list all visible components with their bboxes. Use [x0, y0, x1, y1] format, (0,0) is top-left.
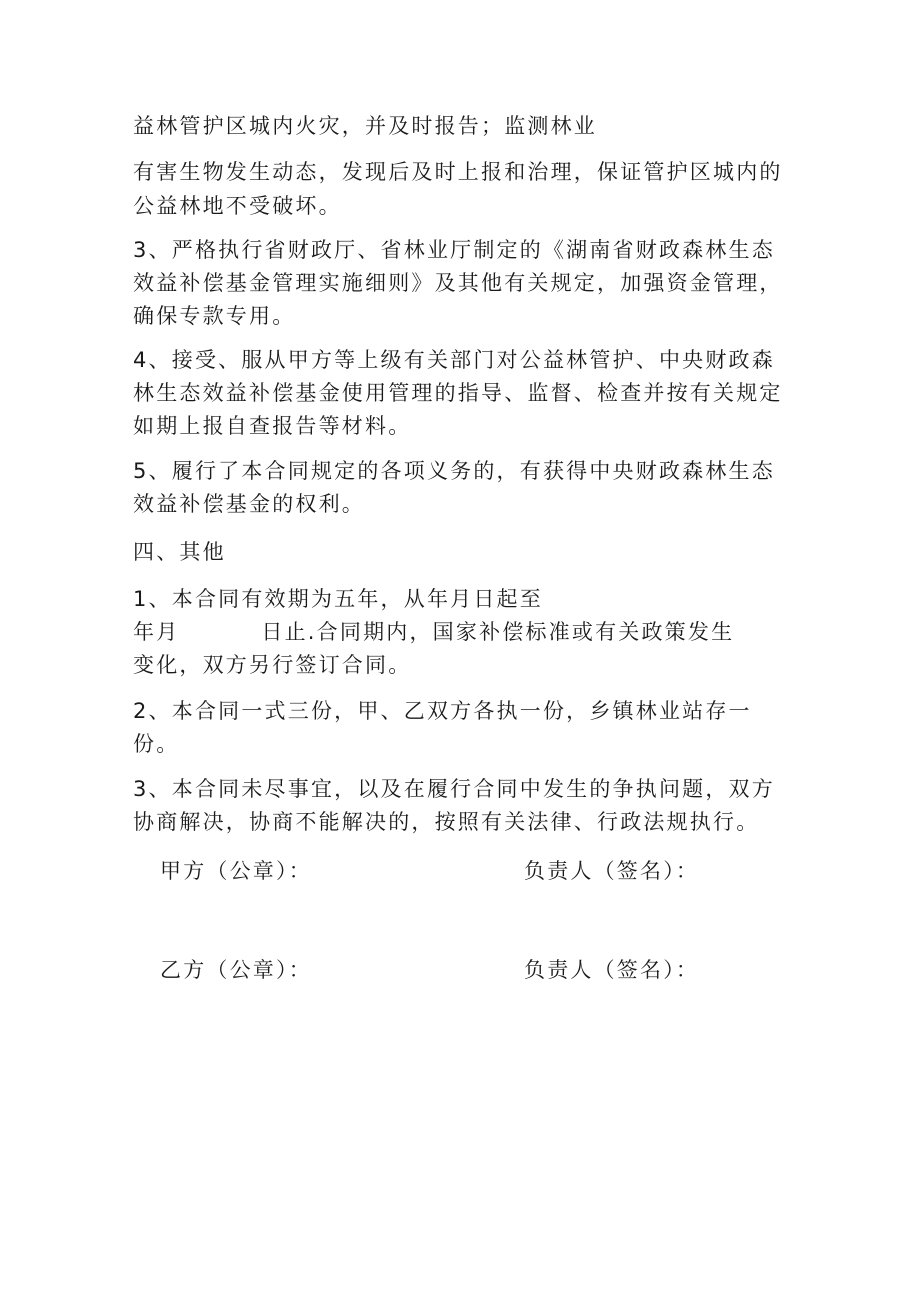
text-line: 林生态效益补偿基金使用管理的指导、监督、检查并按有关规定 — [133, 381, 783, 405]
text-line: 益林管护区城内火灾，并及时报告；监测林业 — [133, 114, 597, 138]
party-b-signature-label: 负责人（签名）： — [524, 958, 700, 982]
text-line: 3、严格执行省财政厅、省林业厅制定的《湖南省财政森林生态 — [133, 238, 775, 262]
text-line: 5、履行了本合同规定的各项义务的，有获得中央财政森林生态 — [133, 459, 775, 483]
text-line: 如期上报自查报告等材料。 — [133, 414, 412, 438]
text-line — [133, 617, 734, 647]
text-line: 协商解决，协商不能解决的，按照有关法律、行政法规执行。 — [133, 810, 760, 834]
party-b-seal-label: 乙方（公章）： — [160, 958, 312, 982]
text-line: 4、接受、服从甲方等上级有关部门对公益林管护、中央财政森 — [133, 348, 775, 372]
text-line: 效益补偿基金管理实施细则》及其他有关规定，加强资金管理， — [133, 271, 783, 295]
text-line: 份。 — [133, 732, 180, 756]
text-line: 1、本合同有效期为五年，从年月日起至 — [133, 587, 543, 611]
text-fragment: 年月 — [133, 620, 180, 644]
text-line: 变化，双方另行签订合同。 — [133, 653, 412, 677]
text-line: 确保专款专用。 — [133, 304, 296, 328]
text-line: 有害生物发生动态，发现后及时上报和治理，保证管护区城内的 — [133, 160, 783, 184]
party-a-seal-label: 甲方（公章）： — [160, 859, 312, 883]
text-line: 2、本合同一式三份，甲、乙双方各执一份，乡镇林业站存一 — [133, 699, 752, 723]
text-fragment: 日止.合同期内，国家补偿标准或有关政策发生 — [261, 620, 735, 644]
party-a-signature-label: 负责人（签名）： — [524, 859, 700, 883]
section-heading: 四、其他 — [133, 540, 226, 564]
text-line: 3、本合同未尽事宜，以及在履行合同中发生的争执问题，双方 — [133, 777, 775, 801]
text-line: 效益补偿基金的权利。 — [133, 492, 365, 516]
text-line: 公益林地不受破坏。 — [133, 194, 342, 218]
